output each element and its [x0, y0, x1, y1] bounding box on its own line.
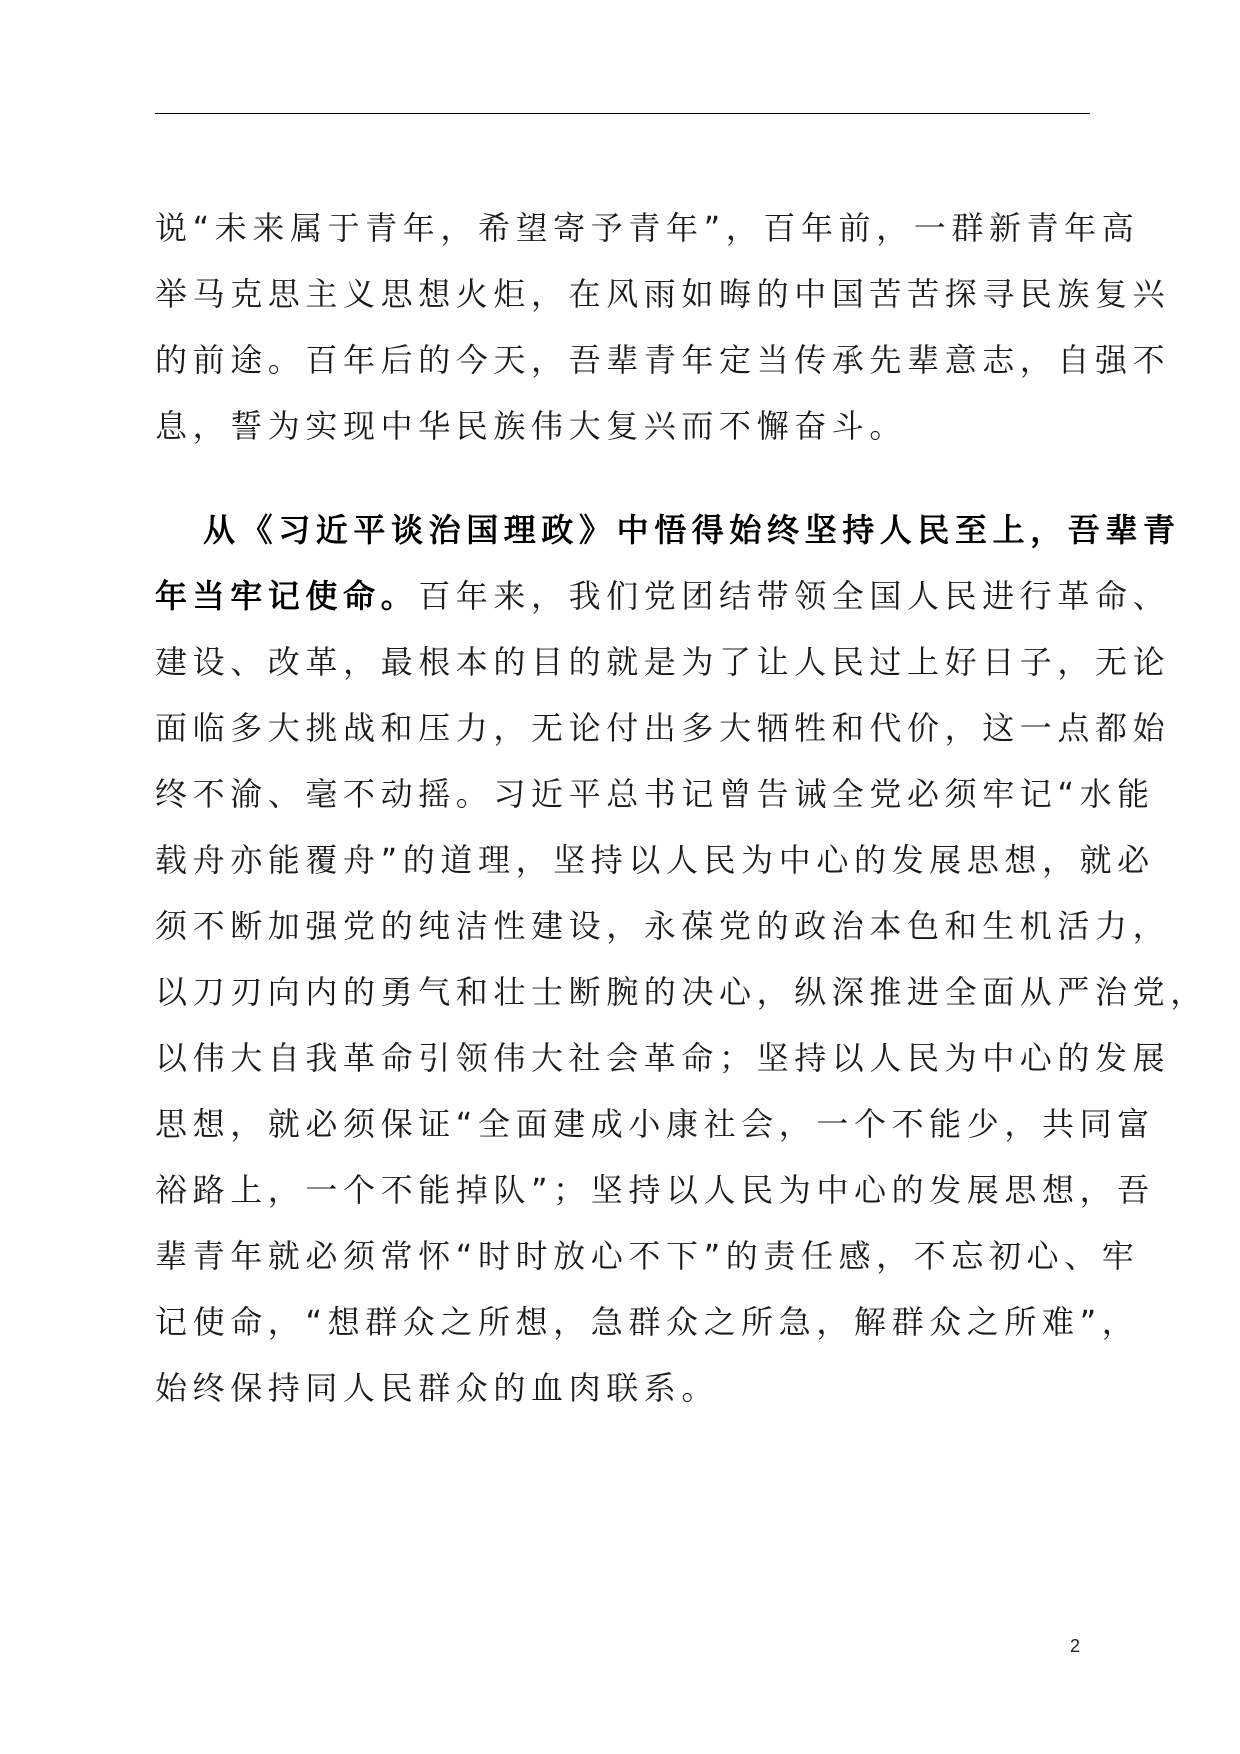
text-line: 息，誓为实现中华民族伟大复兴而不懈奋斗。 — [155, 407, 908, 445]
text-line: 辈青年就必须常怀“时时放心不下”的责任感，不忘初心、牢 — [155, 1237, 1140, 1275]
text-line: 面临多大挑战和压力，无论付出多大牺牲和代价，这一点都始 — [155, 709, 1171, 747]
paragraph-spacer — [155, 459, 1095, 497]
text-line: 终不渝、毫不动摇。习近平总书记曾告诫全党必须牢记“水能 — [155, 775, 1155, 813]
text-run: 百年来，我们党团结带领全国人民进行革命、 — [418, 577, 1171, 615]
text-line — [155, 563, 1171, 629]
text-line: 思想，就必须保证“全面建成小康社会，一个不能少，共同富 — [155, 1105, 1155, 1143]
section-heading-end: 年当牢记使命。 — [155, 577, 419, 615]
text-line: 载舟亦能覆舟”的道理，坚持以人民为中心的发展思想，就必 — [155, 841, 1155, 879]
text-line: 始终保持同人民群众的血肉联系。 — [155, 1369, 720, 1407]
text-line: 建设、改革，最根本的目的就是为了让人民过上好日子，无论 — [155, 643, 1171, 681]
header-rule — [155, 113, 1090, 114]
text-line: 举马克思主义思想火炬，在风雨如晦的中国苦苦探寻民族复兴 — [155, 275, 1171, 313]
text-line: 以刀刃向内的勇气和壮士断腕的决心，纵深推进全面从严治党， — [155, 973, 1208, 1011]
text-line: 须不断加强党的纯洁性建设，永葆党的政治本色和生机活力， — [155, 907, 1171, 945]
paragraph-2 — [155, 497, 1208, 1421]
text-line: 裕路上，一个不能掉队”；坚持以人民为中心的发展思想，吾 — [155, 1171, 1155, 1209]
text-line: 以伟大自我革命引领伟大社会革命；坚持以人民为中心的发展 — [155, 1039, 1171, 1077]
text-line: 记使命，“想群众之所想，急群众之所急，解群众之所难”， — [155, 1303, 1140, 1341]
paragraph-1 — [155, 195, 1171, 459]
text-line: 的前途。百年后的今天，吾辈青年定当传承先辈意志，自强不 — [155, 341, 1171, 379]
page-number: 2 — [1070, 1636, 1081, 1656]
text-line: 说“未来属于青年，希望寄予青年”，百年前，一群新青年高 — [155, 209, 1140, 247]
document-body — [155, 195, 1208, 1421]
section-heading-line: 从《习近平谈治国理政》中悟得始终坚持人民至上，吾辈青 — [203, 511, 1181, 549]
